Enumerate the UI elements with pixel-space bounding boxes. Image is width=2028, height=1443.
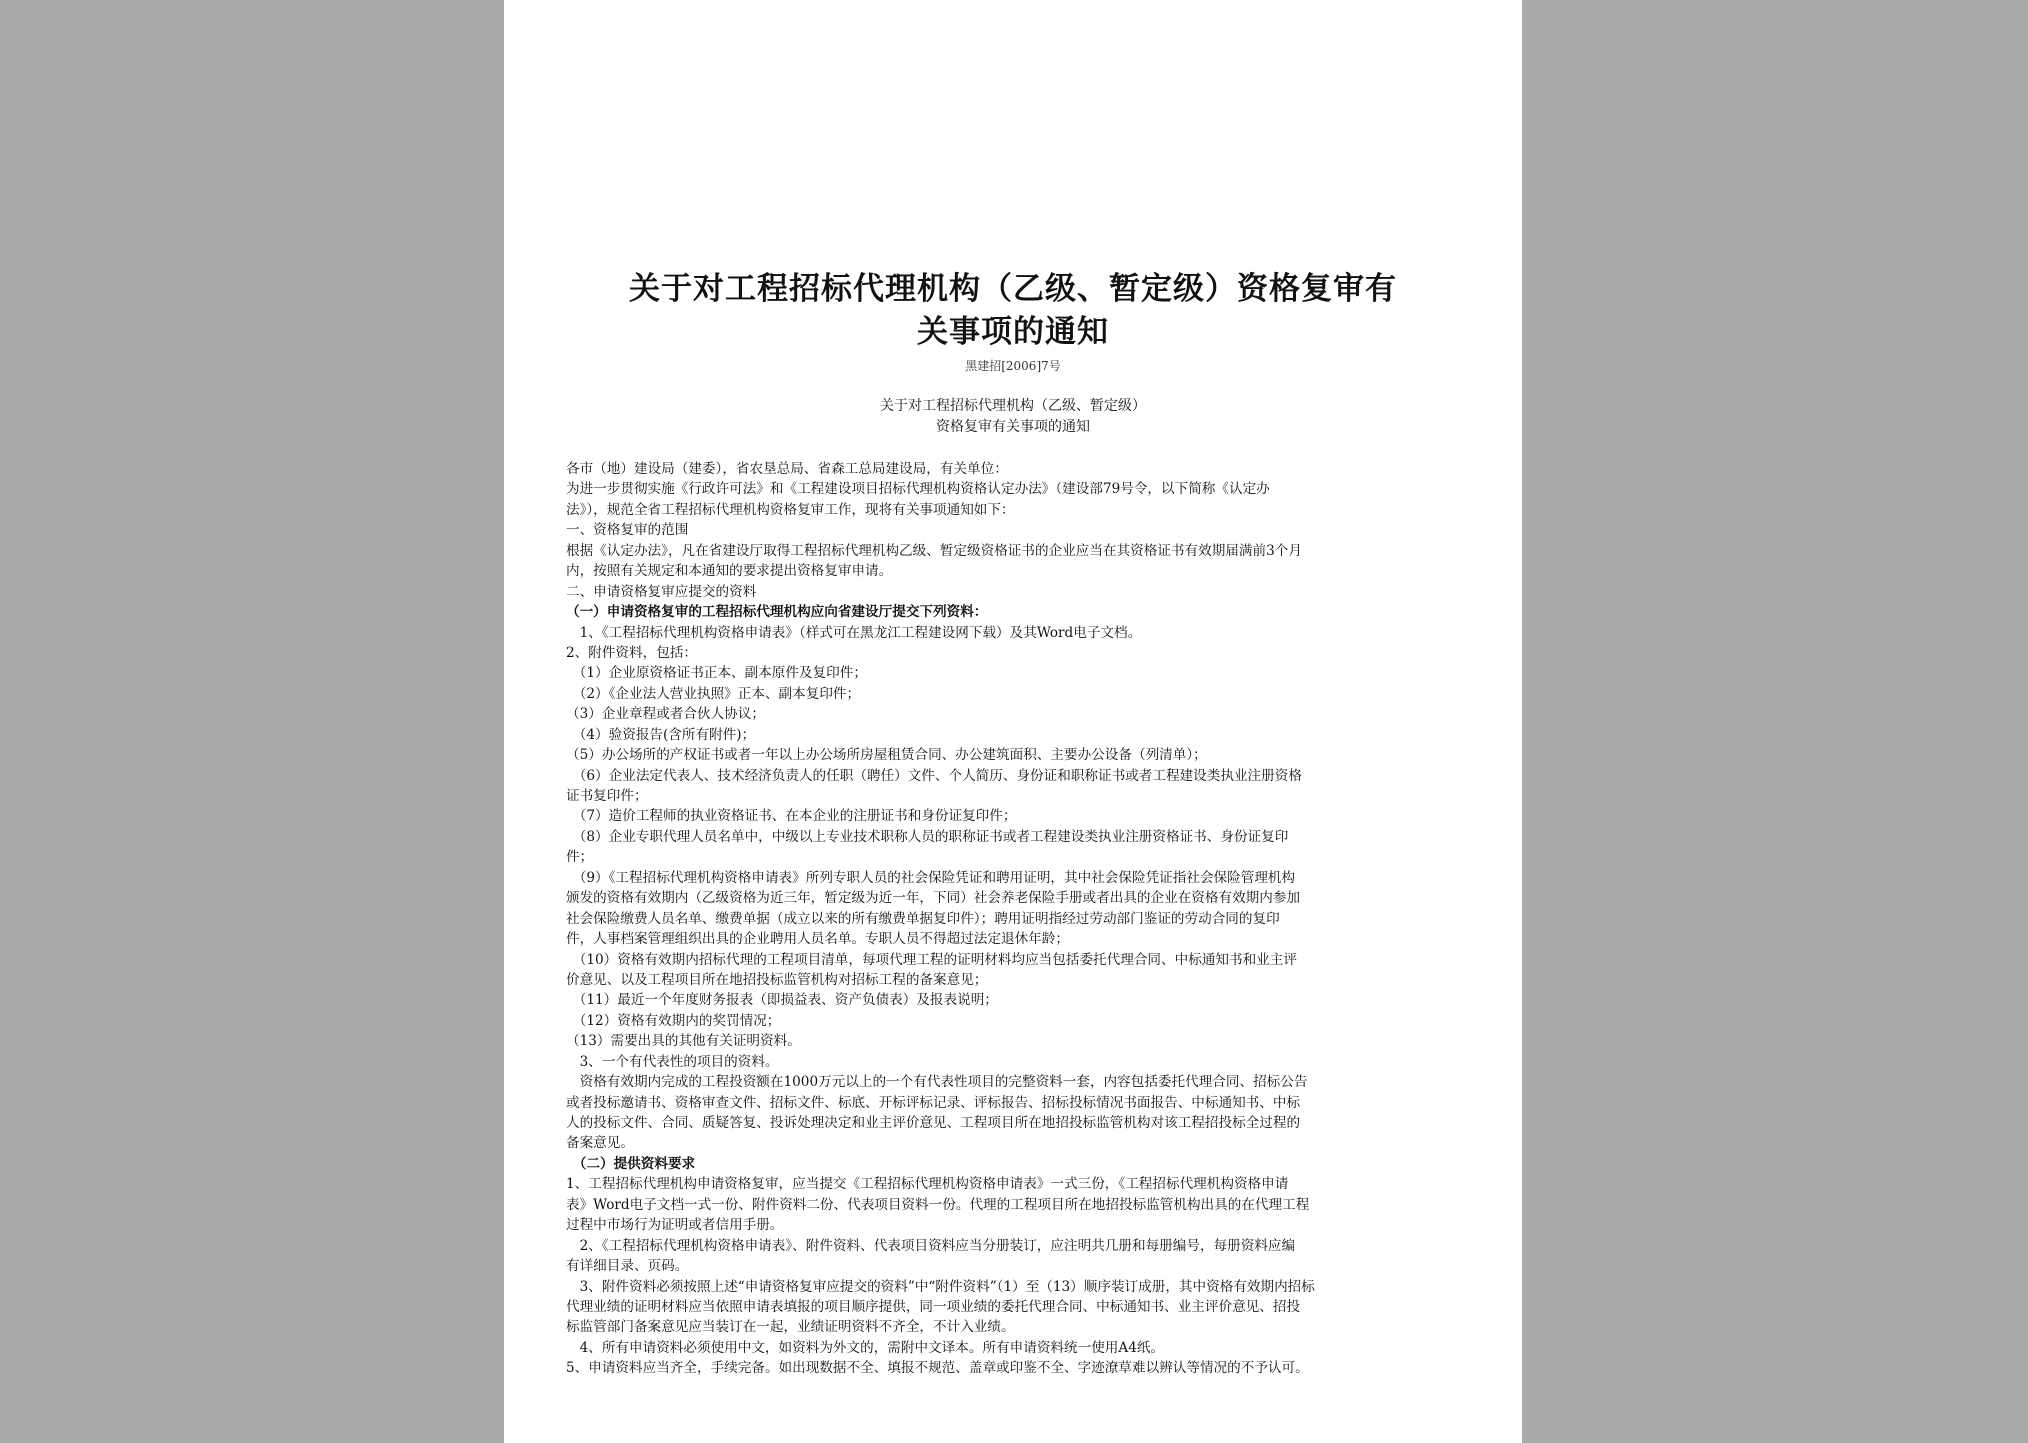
body-line: 1、《工程招标代理机构资格申请表》（样式可在黑龙江工程建设网下载）及其Word电子文档。 bbox=[566, 624, 1142, 641]
body-line: 备案意见。 bbox=[566, 1135, 634, 1152]
body-line: （3）企业章程或者合伙人协议； bbox=[566, 706, 765, 723]
body-line: 表》Word电子文档一式一份、附件资料二份、代表项目资料一份。代理的工程项目所在地招投标监管机构出具的在代理工程 bbox=[566, 1196, 1310, 1213]
body-line: （10）资格有效期内招标代理的工程项目清单，每项代理工程的证明材料均应当包括委托代理合同、中标通知书和业主评 bbox=[566, 951, 1297, 968]
subtitle-line-2: 资格复审有关事项的通知 bbox=[936, 419, 1090, 435]
body-line: 4、所有申请资料必须使用中文，如资料为外文的，需附中文译本。所有申请资料统一使用A4纸。 bbox=[566, 1339, 1165, 1356]
body-line: 2、《工程招标代理机构资格申请表》、附件资料、代表项目资料应当分册装订，应注明共几册和每册编号，每册资料应编 bbox=[566, 1237, 1296, 1254]
body-line: 件，人事档案管理组织出具的企业聘用人员名单。专职人员不得超过法定退休年龄； bbox=[566, 931, 1069, 948]
body-line: 一、资格复审的范围 bbox=[566, 522, 689, 539]
title-line-1: 关于对工程招标代理机构（乙级、暂定级）资格复审有 bbox=[629, 271, 1397, 307]
body-line: 或者投标邀请书、资格审查文件、招标文件、标底、开标评标记录、评标报告、招标投标情况书面报告、中标通知书、中标 bbox=[566, 1094, 1301, 1111]
body-line: 件； bbox=[566, 849, 594, 866]
body-line: 标监管部门备案意见应当装订在一起，业绩证明资料不齐全，不计入业绩。 bbox=[566, 1319, 1015, 1336]
document-body bbox=[566, 459, 1466, 1379]
body-line: （6）企业法定代表人、技术经济负责人的任职（聘任）文件、个人简历、身份证和职称证书或者工程建设类执业注册资格 bbox=[566, 767, 1302, 784]
document-page bbox=[504, 0, 1522, 1443]
title-line-2: 关事项的通知 bbox=[917, 314, 1109, 350]
body-line: （13）需要出具的其他有关证明资料。 bbox=[566, 1033, 801, 1050]
document-number: 黑建招[2006]7号 bbox=[965, 359, 1061, 373]
body-line: 各市（地）建设局（建委），省农垦总局、省森工总局建设局，有关单位： bbox=[566, 461, 1008, 477]
body-line: 为进一步贯彻实施《行政许可法》和《工程建设项目招标代理机构资格认定办法》（建设部79号令，以下简称《认定办 bbox=[566, 481, 1270, 498]
body-line: （8）企业专职代理人员名单中，中级以上专业技术职称人员的职称证书或者工程建设类执业注册资格证书、身份证复印 bbox=[566, 828, 1289, 845]
body-line: 内，按照有关规定和本通知的要求提出资格复审申请。 bbox=[566, 563, 893, 580]
body-line: 代理业绩的证明材料应当依照申请表填报的项目顺序提供，同一项业绩的委托代理合同、中标通知书、业主评价意见、招投 bbox=[566, 1298, 1301, 1315]
body-line: （9）《工程招标代理机构资格申请表》所列专职人员的社会保险凭证和聘用证明，其中社会保险凭证指社会保险管理机构 bbox=[566, 869, 1296, 886]
body-line: 法》），规范全省工程招标代理机构资格复审工作，现将有关事项通知如下： bbox=[566, 501, 1015, 518]
body-line: 2、附件资料，包括： bbox=[566, 644, 697, 661]
subtitle-line-1: 关于对工程招标代理机构（乙级、暂定级） bbox=[880, 398, 1146, 414]
body-line: （二）提供资料要求 bbox=[566, 1155, 696, 1172]
body-line: 社会保险缴费人员名单、缴费单据（成立以来的所有缴费单据复印件）；聘用证明指经过劳动部门鉴证的劳动合同的复印 bbox=[566, 910, 1280, 927]
document-subtitle bbox=[504, 396, 1522, 438]
body-line: 1、工程招标代理机构申请资格复审，应当提交《工程招标代理机构资格申请表》一式三份，《工程招标代理机构资格申请 bbox=[566, 1176, 1289, 1193]
body-line: 资格有效期内完成的工程投资额在1000万元以上的一个有代表性项目的完整资料一套，内容包括委托代理合同、招标公告 bbox=[566, 1074, 1308, 1091]
body-line: 颁发的资格有效期内（乙级资格为近三年，暂定级为近一年，下同）社会养老保险手册或者出具的企业在资格有效期内参加 bbox=[566, 890, 1301, 907]
body-line: 有详细目录、页码。 bbox=[566, 1258, 689, 1275]
body-line: 根据《认定办法》，凡在省建设厅取得工程招标代理机构乙级、暂定级资格证书的企业应当在其资格证书有效期届满前3个月 bbox=[566, 542, 1302, 559]
body-line: （1）企业原资格证书正本、副本原件及复印件； bbox=[566, 665, 867, 682]
body-line: （4）验资报告(含所有附件)； bbox=[566, 726, 756, 743]
body-line: （11）最近一个年度财务报表（即损益表、资产负债表）及报表说明； bbox=[566, 992, 998, 1009]
body-line: 3、附件资料必须按照上述“申请资格复审应提交的资料”中“附件资料”（1）至（13）顺序装订成册，其中资格有效期内招标 bbox=[566, 1278, 1315, 1295]
body-line: 人的投标文件、合同、质疑答复、投诉处理决定和业主评价意见、工程项目所在地招投标监管机构对该工程招投标全过程的 bbox=[566, 1115, 1301, 1131]
body-line: （7）造价工程师的执业资格证书、在本企业的注册证书和身份证复印件； bbox=[566, 808, 1017, 825]
body-line: 二、申请资格复审应提交的资料 bbox=[566, 583, 757, 600]
body-line: （12）资格有效期内的奖罚情况； bbox=[566, 1012, 781, 1029]
body-line: （2）《企业法人营业执照》正本、副本复印件； bbox=[566, 685, 861, 702]
body-line: 5、申请资料应当齐全，手续完备。如出现数据不全、填报不规范、盖章或印鉴不全、字迹潦草难以辨认等情况的不予认可。 bbox=[566, 1360, 1309, 1377]
body-line: 价意见、以及工程项目所在地招投标监管机构对招标工程的备案意见； bbox=[566, 971, 988, 988]
body-line: 证书复印件； bbox=[566, 788, 648, 804]
document-title bbox=[564, 268, 1462, 354]
body-line: （一）申请资格复审的工程招标代理机构应向省建设厅提交下列资料： bbox=[566, 604, 988, 621]
body-line: 3、一个有代表性的项目的资料。 bbox=[566, 1053, 779, 1070]
body-line: （5）办公场所的产权证书或者一年以上办公场所房屋租赁合同、办公建筑面积、主要办公设备（列清单）； bbox=[566, 747, 1207, 764]
body-line: 过程中市场行为证明或者信用手册。 bbox=[566, 1217, 784, 1234]
